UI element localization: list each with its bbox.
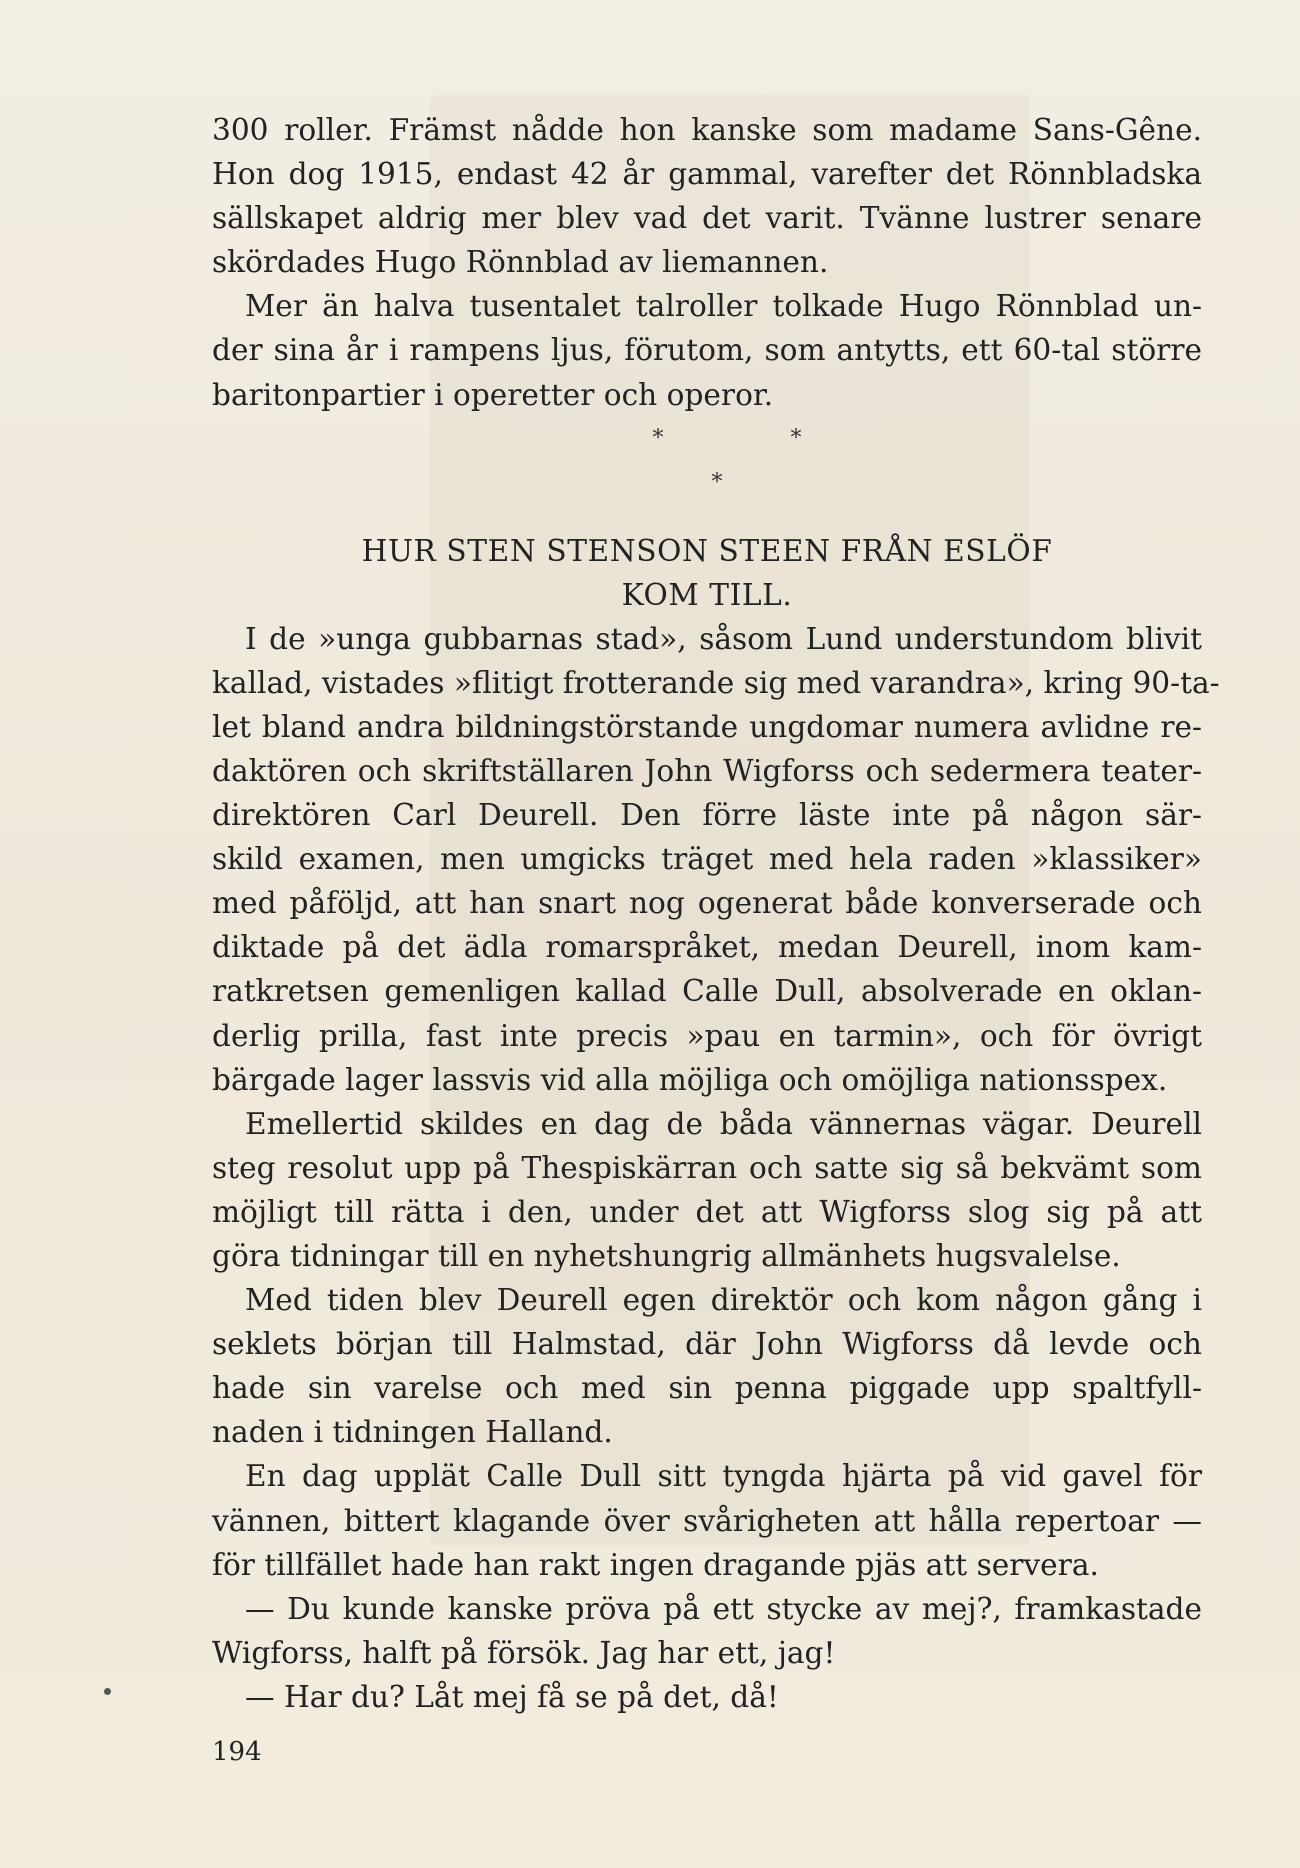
text-line: — Du kunde kanske pröva på ett stycke av mej?, framkastade bbox=[245, 1591, 1202, 1626]
paragraph bbox=[212, 108, 1202, 284]
text-line: Med tiden blev Deurell egen direktör och kom någon gång i bbox=[245, 1283, 1202, 1318]
paragraph bbox=[212, 1102, 1202, 1278]
section-separator-star: * bbox=[711, 469, 723, 495]
text-line: baritonpartier i operetter och operor. bbox=[212, 377, 774, 412]
chapter-heading-line-1: HUR STEN STENSON STEEN FRÅN ESLÖF bbox=[361, 533, 1053, 568]
page-text bbox=[212, 108, 1220, 1719]
text-line: der sina år i rampens ljus, förutom, som antytts, ett 60-tal större bbox=[212, 333, 1202, 368]
text-line: Mer än halva tusentalet talroller tolkade Hugo Rönnblad un- bbox=[245, 289, 1202, 324]
text-line: Emellertid skildes en dag de båda vännernas vägar. Deurell bbox=[245, 1106, 1202, 1141]
text-line: steg resolut upp på Thespiskärran och satte sig så bekvämt som bbox=[212, 1150, 1202, 1185]
text-line: 300 roller. Främst nådde hon kanske som madame Sans-Gêne. bbox=[212, 113, 1202, 147]
text-line: derlig prilla, fast inte precis »pau en tarmin», och för övrigt bbox=[212, 1018, 1202, 1053]
section-separator-stars: * * bbox=[652, 425, 802, 451]
text-line: göra tidningar till en nyhetshungrig allmänhets hugsvalelse. bbox=[212, 1238, 1121, 1273]
paragraph bbox=[212, 1454, 1202, 1586]
text-line: naden i tidningen Halland. bbox=[212, 1415, 613, 1450]
text-line: Wigforss, halft på försök. Jag har ett, jag! bbox=[212, 1635, 836, 1670]
text-line: direktören Carl Deurell. Den förre läste inte på någon sär- bbox=[212, 798, 1202, 833]
text-line: I de »unga gubbarnas stad», såsom Lund understundom blivit bbox=[245, 621, 1202, 656]
text-line: En dag upplät Calle Dull sitt tyngda hjärta på vid gavel för bbox=[245, 1459, 1202, 1494]
text-line: med påföljd, att han snart nog ogenerat både konverserade och bbox=[212, 886, 1202, 921]
page-number: 194 bbox=[212, 1737, 262, 1767]
text-line: bärgade lager lassvis vid alla möjliga och omöjliga nationsspex. bbox=[212, 1062, 1168, 1097]
text-line: hade sin varelse och med sin penna piggade upp spaltfyll- bbox=[212, 1371, 1202, 1406]
text-line: skördades Hugo Rönnblad av liemannen. bbox=[212, 245, 829, 280]
text-line: sällskapet aldrig mer blev vad det varit. Tvänne lustrer senare bbox=[212, 201, 1202, 236]
text-line: möjligt till rätta i den, under det att Wigforss slog sig på att bbox=[212, 1194, 1202, 1229]
margin-speck bbox=[104, 1688, 111, 1695]
text-line: diktade på det ädla romarspråket, medan Deurell, inom kam- bbox=[212, 930, 1202, 965]
text-line: Hon dog 1915, endast 42 år gammal, varefter det Rönnbladska bbox=[212, 157, 1202, 192]
text-line: ratkretsen gemenligen kallad Calle Dull, absolverade en oklan- bbox=[212, 974, 1202, 1009]
dialogue-paragraph bbox=[212, 1675, 1202, 1719]
paragraph bbox=[212, 1278, 1202, 1454]
text-line: för tillfället hade han rakt ingen dragande pjäs att servera. bbox=[212, 1547, 1099, 1582]
text-line: seklets början till Halmstad, där John Wigforss då levde och bbox=[212, 1327, 1202, 1362]
text-line: — Har du? Låt mej få se på det, då! bbox=[245, 1679, 779, 1714]
paragraph bbox=[212, 617, 1220, 1102]
text-line: kallad, vistades »flitigt frotterande sig med varandra», kring 90-ta- bbox=[212, 665, 1220, 700]
text-line: let bland andra bildningstörstande ungdomar numera avlidne re- bbox=[212, 709, 1202, 744]
text-line: daktören och skriftställaren John Wigforss och sedermera teater- bbox=[212, 753, 1202, 788]
paragraph bbox=[212, 284, 1202, 416]
text-line: vännen, bittert klagande över svårigheten att hålla repertoar — bbox=[212, 1503, 1202, 1538]
chapter-heading-line-2: KOM TILL. bbox=[621, 577, 793, 612]
text-line: skild examen, men umgicks träget med hela raden »klassiker» bbox=[212, 842, 1202, 877]
dialogue-paragraph bbox=[212, 1587, 1202, 1675]
